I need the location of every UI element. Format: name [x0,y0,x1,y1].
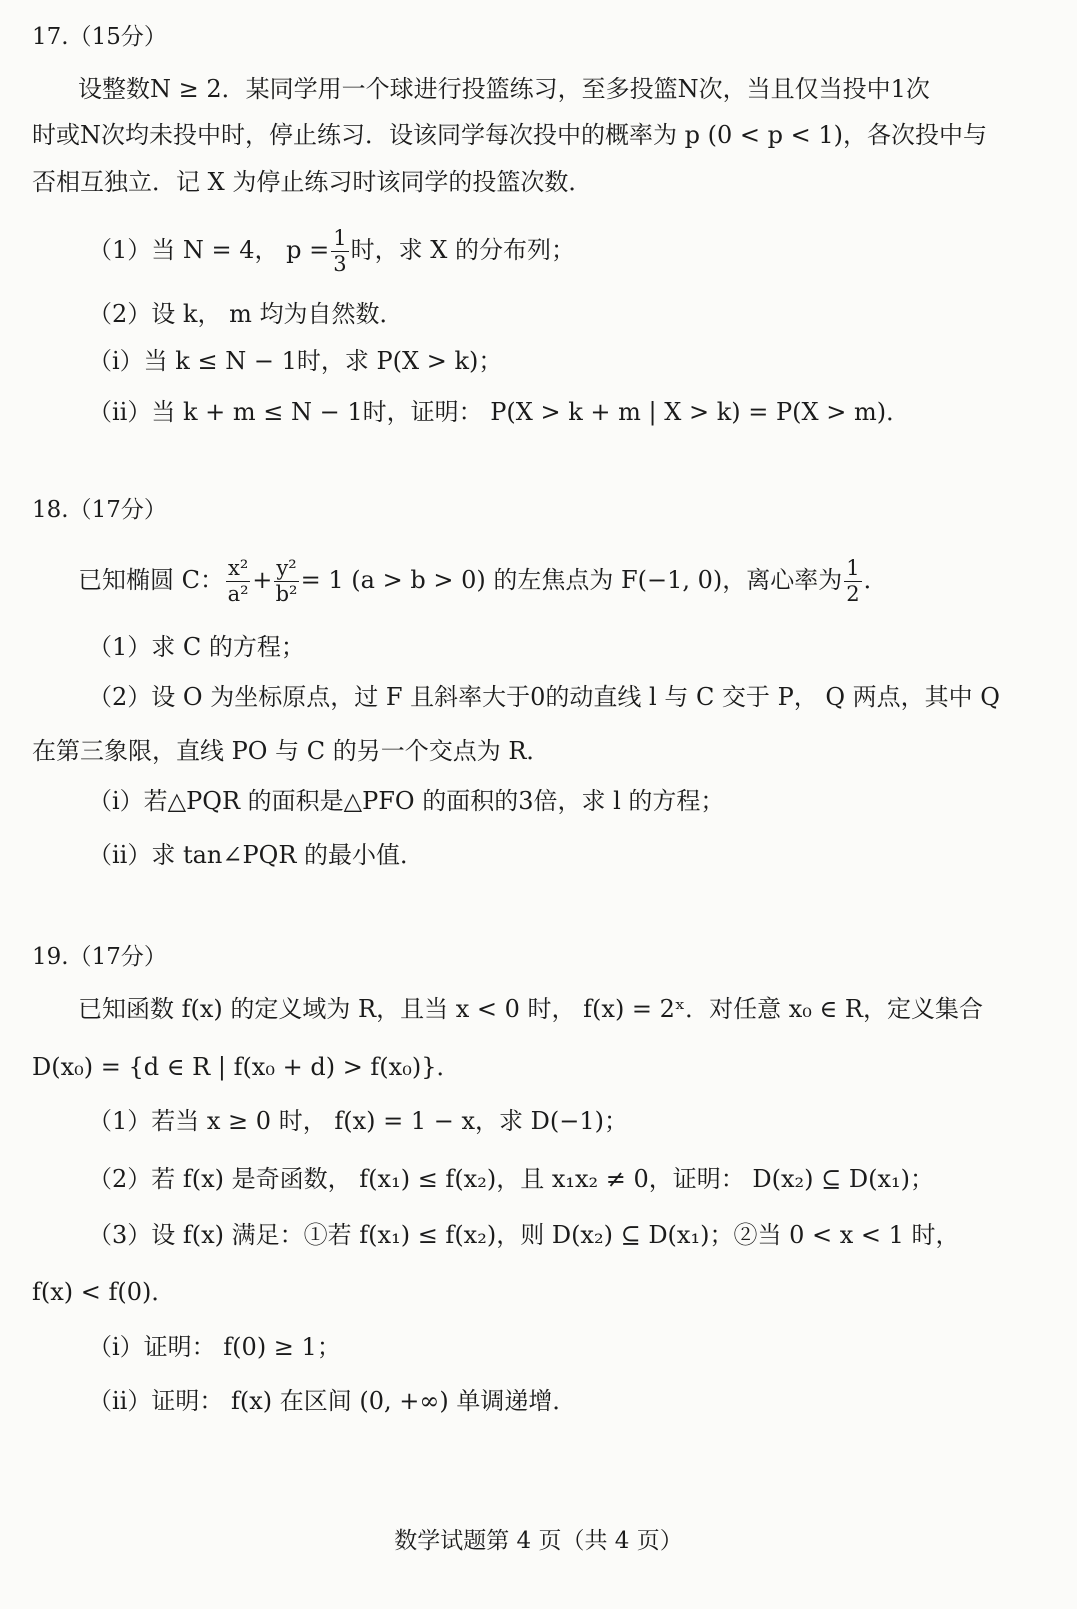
q17-part-1-tail: 时，求 X 的分布列； [350,236,575,264]
q17-part-1-text: （1）当 N = 4， p = [88,236,330,264]
q18-part-1: （1）求 C 的方程； [88,633,305,661]
fraction-numerator: y² [276,556,297,580]
fraction-y2-b2 [274,558,298,605]
q19-part-3-line-b: f(x) < f(0)． [32,1278,176,1306]
q19-part-3-line-a: （3）设 f(x) 满足：①若 f(x₁) ≤ f(x₂)，则 D(x₂) ⊆ D(x₁)；②当 0 < x < 1 时， [88,1221,960,1249]
q18-heading: 18.（17分） [32,497,167,523]
plus-sign: + [252,566,273,594]
q17-part-2: （2）设 k， m 均为自然数． [88,300,404,328]
q18-part-2-ii: （ⅱ）求 tan∠PQR 的最小值． [88,841,425,869]
fraction-one-half [844,558,861,605]
fraction-denominator: 3 [333,252,347,276]
q18-line-1 [78,558,888,605]
q19-part-3-ii: （ⅱ）证明： f(x) 在区间 (0, +∞) 单调递增． [88,1387,577,1415]
page-footer: 数学试题第 4 页（共 4 页） [394,1528,683,1554]
q18-line-1-text: 已知椭圆 C： [78,566,224,594]
fraction-one-third [331,228,348,275]
fraction-denominator: a² [227,582,249,606]
q19-line-2: D(x₀) = {d ∈ R | f(x₀ + d) > f(x₀)}． [32,1053,461,1081]
q18-part-2-line-b: 在第三象限，直线 PO 与 C 的另一个交点为 R． [32,737,551,765]
fraction-denominator: b² [275,582,298,606]
q19-part-1: （1）若当 x ≥ 0 时， f(x) = 1 − x，求 D(−1)； [88,1107,628,1135]
fraction-x2-a2 [226,558,250,605]
fraction-numerator: 1 [333,226,347,250]
q18-line-1-end: ． [863,566,888,594]
fraction-denominator: 2 [846,582,860,606]
q17-part-2-i: （ⅰ）当 k ≤ N − 1时，求 P(X > k)； [88,347,503,375]
q18-part-2-line-a: （2）设 O 为坐标原点，过 F 且斜率大于0的动直线 l 与 C 交于 P， Q 两点，其中 Q [88,683,1000,711]
q17-line-3: 否相互独立．记 X 为停止练习时该同学的投篮次数． [32,168,593,196]
q19-part-3-i: （ⅰ）证明： f(0) ≥ 1； [88,1333,341,1361]
q17-part-2-ii: （ⅱ）当 k + m ≤ N − 1时，证明： P(X > k + m | X > k) = P(X > m)． [88,398,911,426]
q19-line-1: 已知函数 f(x) 的定义域为 R，且当 x < 0 时， f(x) = 2ˣ．对任意 x₀ ∈ R，定义集合 [78,995,983,1023]
q17-part-1 [88,228,575,275]
q19-heading: 19.（17分） [32,944,167,970]
q18-part-2-i: （ⅰ）若△PQR 的面积是△PFO 的面积的3倍，求 l 的方程； [88,787,725,815]
q19-part-2: （2）若 f(x) 是奇函数， f(x₁) ≤ f(x₂)，且 x₁x₂ ≠ 0，证明： D(x₂) ⊆ D(x₁)； [88,1165,935,1193]
q17-line-2: 时或N次均未投中时，停止练习．设该同学每次投中的概率为 p (0 < p < 1)，各次投中与 [32,121,987,149]
q17-line-1: 设整数N ≥ 2．某同学用一个球进行投篮练习，至多投篮N次，当且仅当投中1次 [78,75,930,103]
fraction-numerator: x² [228,556,249,580]
q17-heading: 17.（15分） [32,24,167,50]
fraction-numerator: 1 [846,556,860,580]
q18-line-1-middle: = 1 (a > b > 0) 的左焦点为 F(−1, 0)，离心率为 [300,566,843,594]
